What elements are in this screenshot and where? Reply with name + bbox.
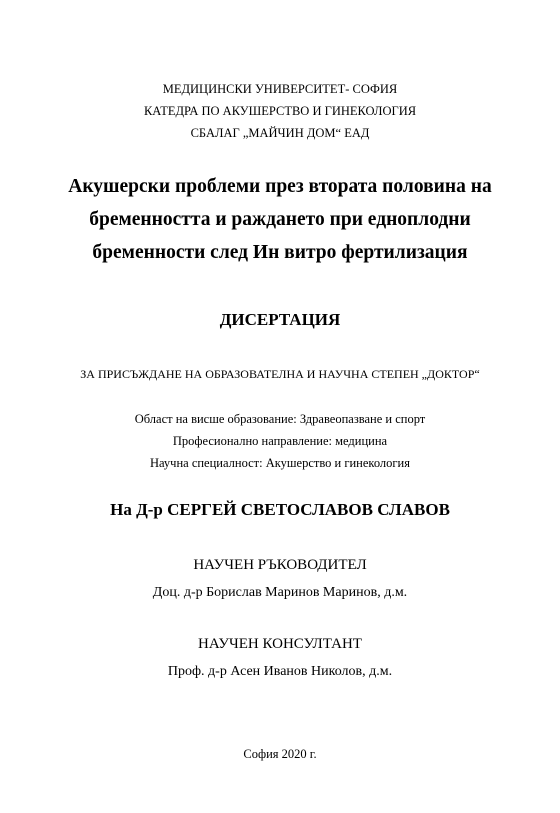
degree-line: ЗА ПРИСЪЖДАНЕ НА ОБРАЗОВАТЕЛНА И НАУЧНА СТЕПЕН „ДОКТОР“ [80,367,480,381]
author-name: На Д-р СЕРГЕЙ СВЕТОСЛАВОВ СЛАВОВ [110,500,450,519]
professional-direction: Професионално направление: медицина [172,434,388,448]
university-name: МЕДИЦИНСКИ УНИВЕРСИТЕТ- СОФИЯ [162,82,398,96]
scientific-specialty: Научна специалност: Акушерство и гинекология [149,456,410,470]
thesis-title-line-1: Акушерски проблеми през втората половина на [68,176,492,197]
thesis-title-line-2: бременността и раждането при едноплодни [89,209,471,230]
hospital-name: СБАЛАГ „МАЙЧИН ДОМ“ ЕАД [190,126,370,140]
thesis-title-line-3: бременности след Ин витро фертилизация [92,242,468,263]
consultant-role: НАУЧЕН КОНСУЛТАНТ [198,636,362,652]
education-area: Област на висше образование: Здравеопазване и спорт [134,412,426,426]
document-type-heading: ДИСЕРТАЦИЯ [219,310,341,329]
supervisor-name: Доц. д-р Борислав Маринов Маринов, д.м. [152,585,408,600]
department-name: КАТЕДРА ПО АКУШЕРСТВО И ГИНЕКОЛОГИЯ [143,104,417,118]
place-and-year: София 2020 г. [243,747,317,761]
consultant-name: Проф. д-р Асен Иванов Николов, д.м. [167,664,393,679]
supervisor-role: НАУЧЕН РЪКОВОДИТЕЛ [193,557,367,573]
